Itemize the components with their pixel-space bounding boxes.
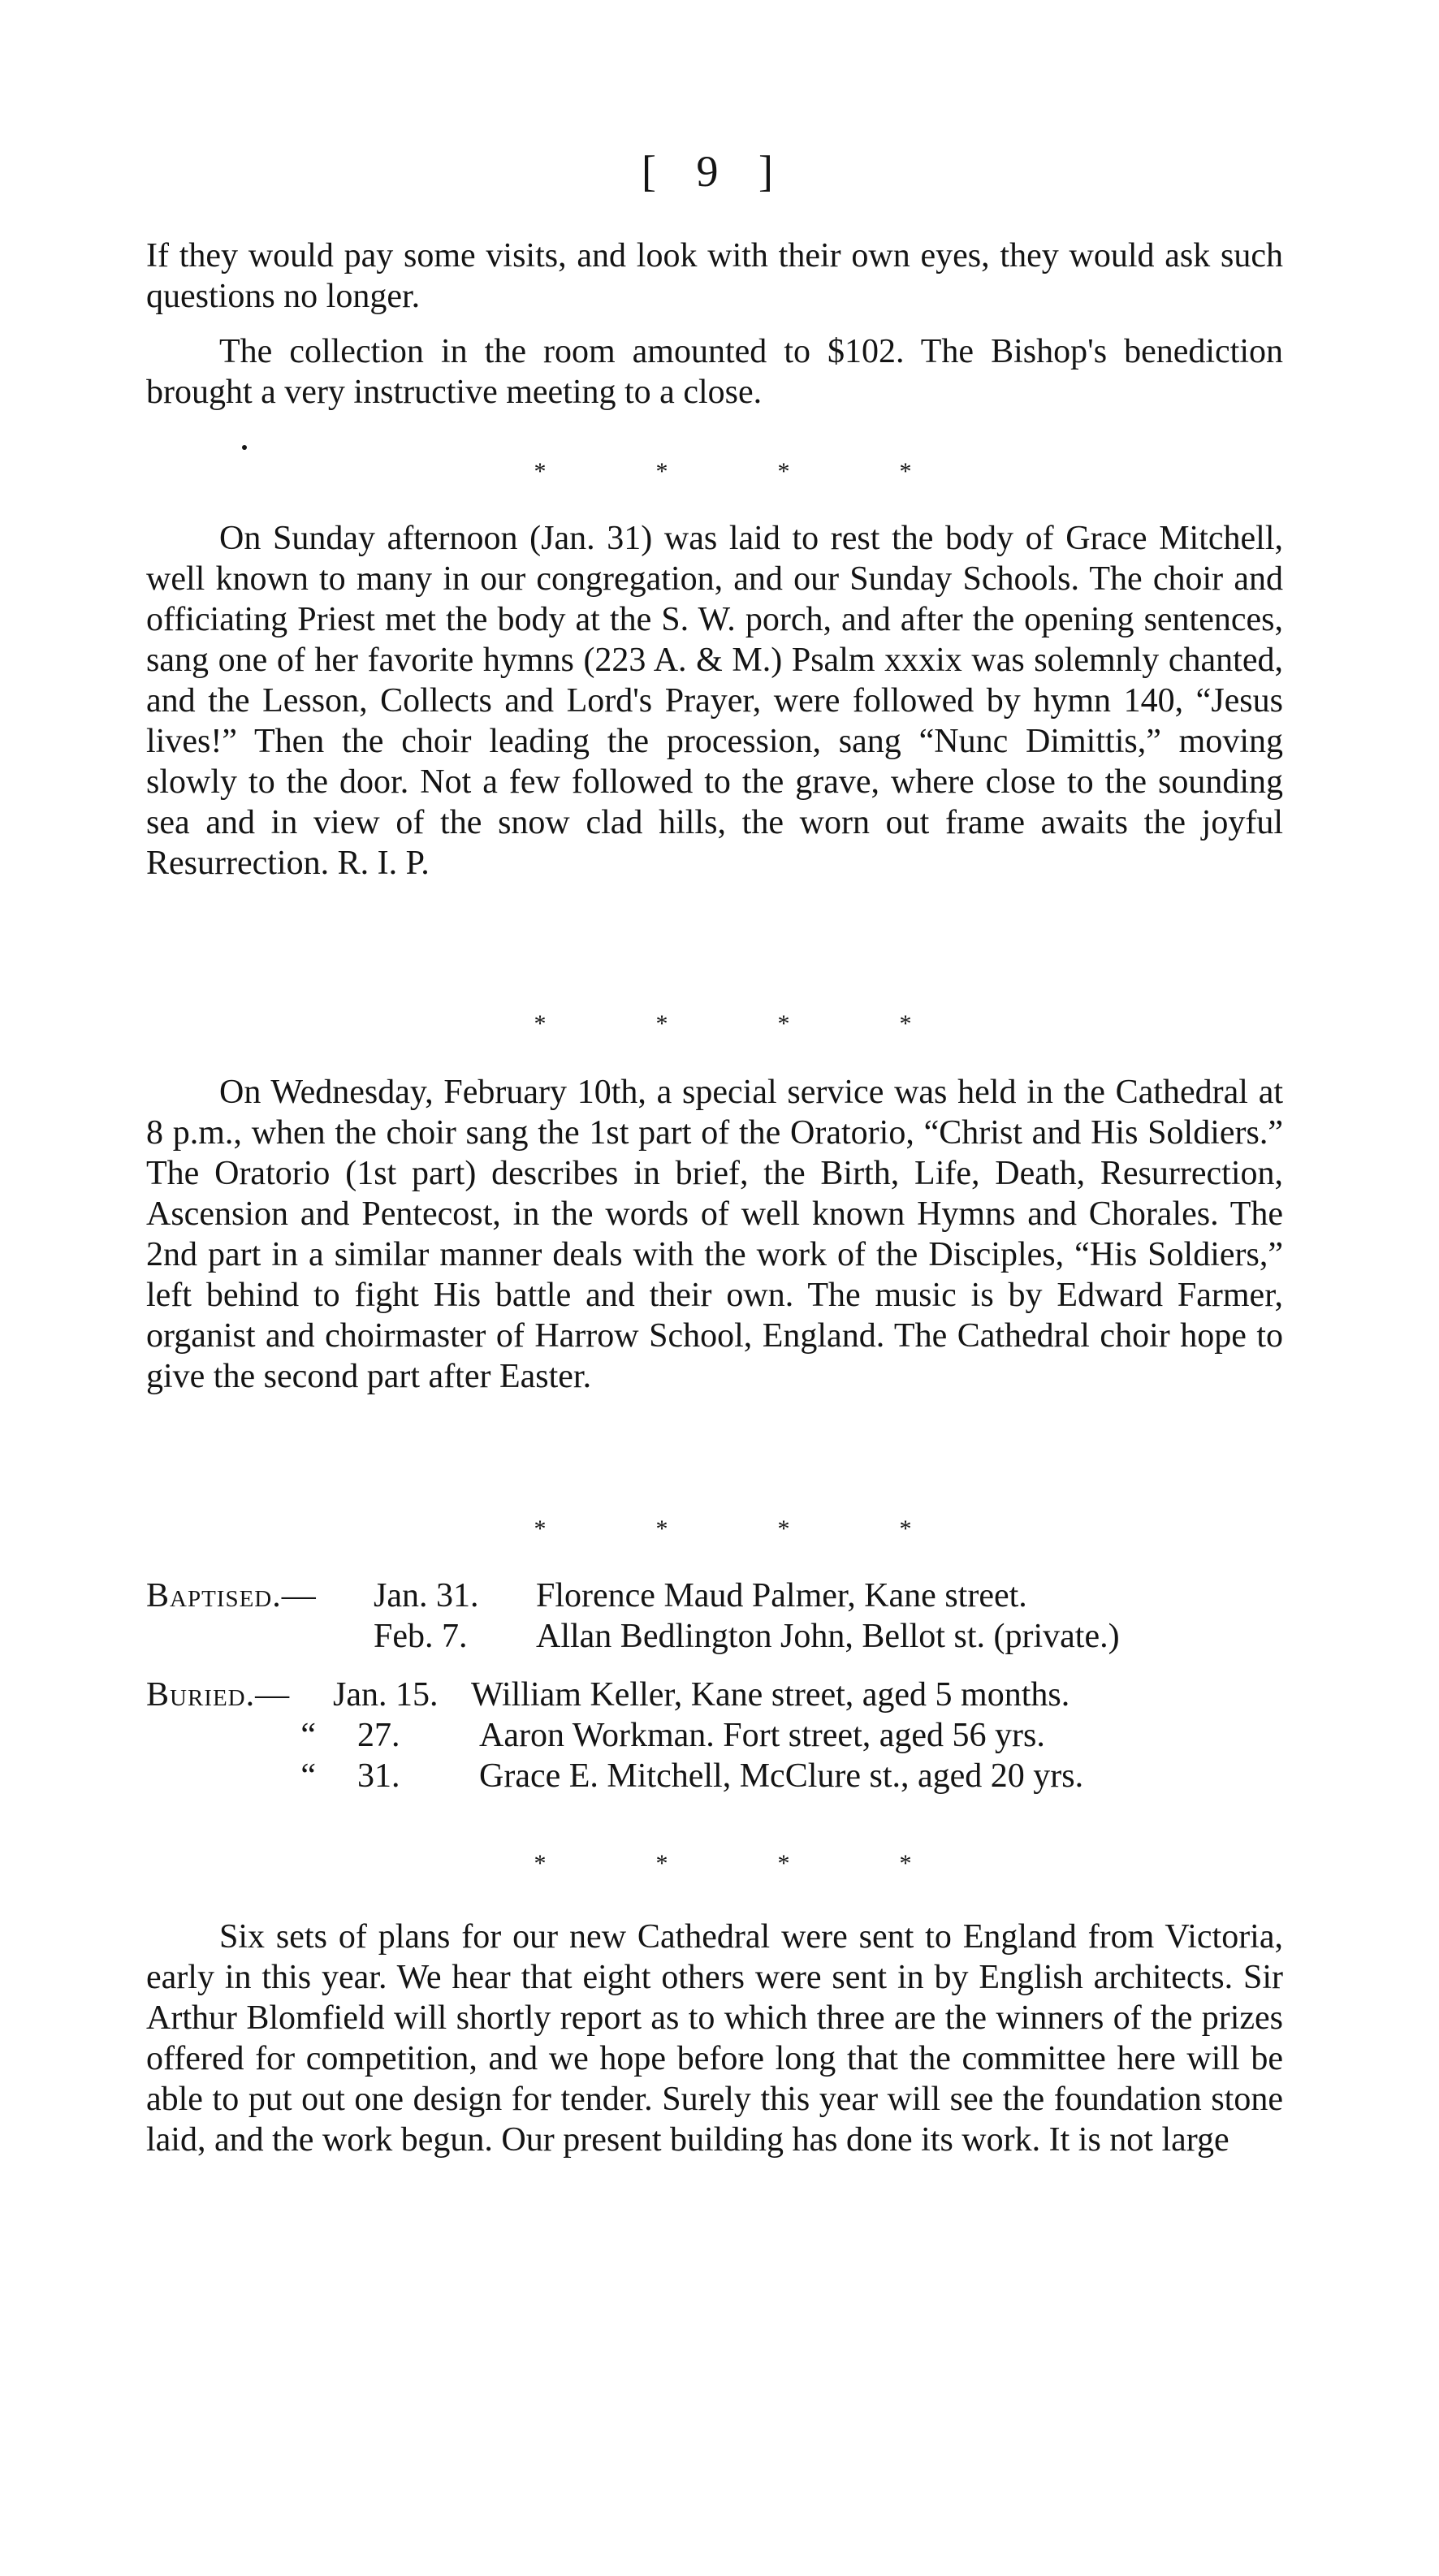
separator-star: * xyxy=(655,1515,668,1542)
oratorio-notice-paragraph xyxy=(146,1072,1283,1397)
separator-star: * xyxy=(534,1515,547,1542)
burials-register xyxy=(146,1675,1283,1796)
collection-paragraph xyxy=(146,331,1283,413)
separator-star: * xyxy=(534,458,547,485)
register-entry: Grace E. Mitchell, McClure st., aged 20 yrs. xyxy=(479,1757,1084,1795)
burial-notice-text: On Sunday afternoon (Jan. 31) was laid to rest the body of Grace Mitchell, well known to many in our congregation, and our Sunday Schools. The choir and officiating Priest met the body at the S. W. porch, and after the opening sentences, sang one of her favorite hymns (223 A. & M.) Psalm xxxix was solemnly chanted, and the Lesson, Collects and Lord's Prayer, were followed by hymn 140, “Jesus lives!” Then the choir leading the procession, sang “Nunc Dimittis,” moving slowly to the door. Not a few followed to the grave, where close to the sounding sea and in view of the snow clad hills, the worn out frame awaits the joyful Resurrection. R. I. P. xyxy=(146,520,1283,882)
ditto-mark: “ xyxy=(300,1717,317,1754)
continuation-paragraph xyxy=(146,236,1283,317)
burial-notice-paragraph xyxy=(146,518,1283,884)
separator-star: * xyxy=(534,1850,547,1877)
section-separator-4 xyxy=(528,1852,918,1876)
oratorio-notice-text: On Wednesday, February 10th, a special service was held in the Cathedral at 8 p.m., when the choir sang the 1st part of the Oratorio, “Christ and His Soldiers.” The Oratorio (1st part) describes in brief, the Birth, Life, Death, Resurrection, Ascension and Pentecost, in the words of well known Hymns and Chorales. The 2nd part in a similar manner deals with the work of the Disciples, “His Soldiers,” left behind to fight His battle and their own. The music is by Edward Farmer, organist and choirmaster of Harrow School, England. The Cathedral choir hope to give the second part after Easter. xyxy=(146,1074,1283,1395)
register-row xyxy=(146,1715,1283,1756)
separator-star: * xyxy=(777,1010,790,1037)
separator-star: * xyxy=(655,1010,668,1037)
separator-star: * xyxy=(899,1010,912,1037)
cathedral-plans-paragraph xyxy=(146,1917,1283,2160)
separator-star: * xyxy=(777,1850,790,1877)
separator-star: * xyxy=(899,1515,912,1542)
separator-star: * xyxy=(777,458,790,485)
register-row xyxy=(146,1616,1283,1657)
baptisms-register xyxy=(146,1575,1283,1657)
register-date: 31. xyxy=(357,1757,400,1795)
separator-star: * xyxy=(899,458,912,485)
register-entry: Florence Maud Palmer, Kane street. xyxy=(536,1577,1027,1614)
separator-star: * xyxy=(655,458,668,485)
buried-label: Buried.— xyxy=(146,1676,291,1714)
cathedral-plans-text: Six sets of plans for our new Cathedral were sent to England from Victoria, early in this year. We hear that eight others were sent in by English architects. Sir Arthur Blomfield will shortly report as to which three are the winners of the prizes offered for competition, and we hope before long that the committee here will be able to put out one design for tender. Surely this year will see the foundation stone laid, and the work begun. Our present building has done its work. It is not large xyxy=(146,1918,1283,2159)
register-row xyxy=(146,1756,1283,1796)
page-number: [ 9 ] xyxy=(642,147,788,196)
register-row xyxy=(146,1575,1283,1616)
ditto-mark: “ xyxy=(300,1757,317,1795)
document-page xyxy=(146,0,1283,2576)
stray-ink-dot xyxy=(242,445,247,450)
register-entry: William Keller, Kane street, aged 5 months. xyxy=(471,1676,1070,1714)
section-separator-1 xyxy=(528,460,918,484)
separator-star: * xyxy=(534,1010,547,1037)
separator-star: * xyxy=(777,1515,790,1542)
section-separator-3 xyxy=(528,1517,918,1541)
register-date: Feb. 7. xyxy=(374,1618,468,1655)
register-entry: Aaron Workman. Fort street, aged 56 yrs. xyxy=(479,1717,1045,1754)
separator-star: * xyxy=(655,1850,668,1877)
collection-text: The collection in the room amounted to $102. The Bishop's benediction brought a very instructive meeting to a close. xyxy=(146,333,1283,411)
register-entry: Allan Bedlington John, Bellot st. (private.) xyxy=(536,1618,1120,1655)
register-row xyxy=(146,1675,1283,1715)
register-date: Jan. 31. xyxy=(374,1577,479,1614)
baptised-label: Baptised.— xyxy=(146,1577,317,1614)
separator-star: * xyxy=(899,1850,912,1877)
register-date: Jan. 15. xyxy=(333,1676,439,1714)
register-date: 27. xyxy=(357,1717,400,1754)
section-separator-2 xyxy=(528,1012,918,1036)
continuation-text: If they would pay some visits, and look with their own eyes, they would ask such questions no longer. xyxy=(146,237,1283,315)
